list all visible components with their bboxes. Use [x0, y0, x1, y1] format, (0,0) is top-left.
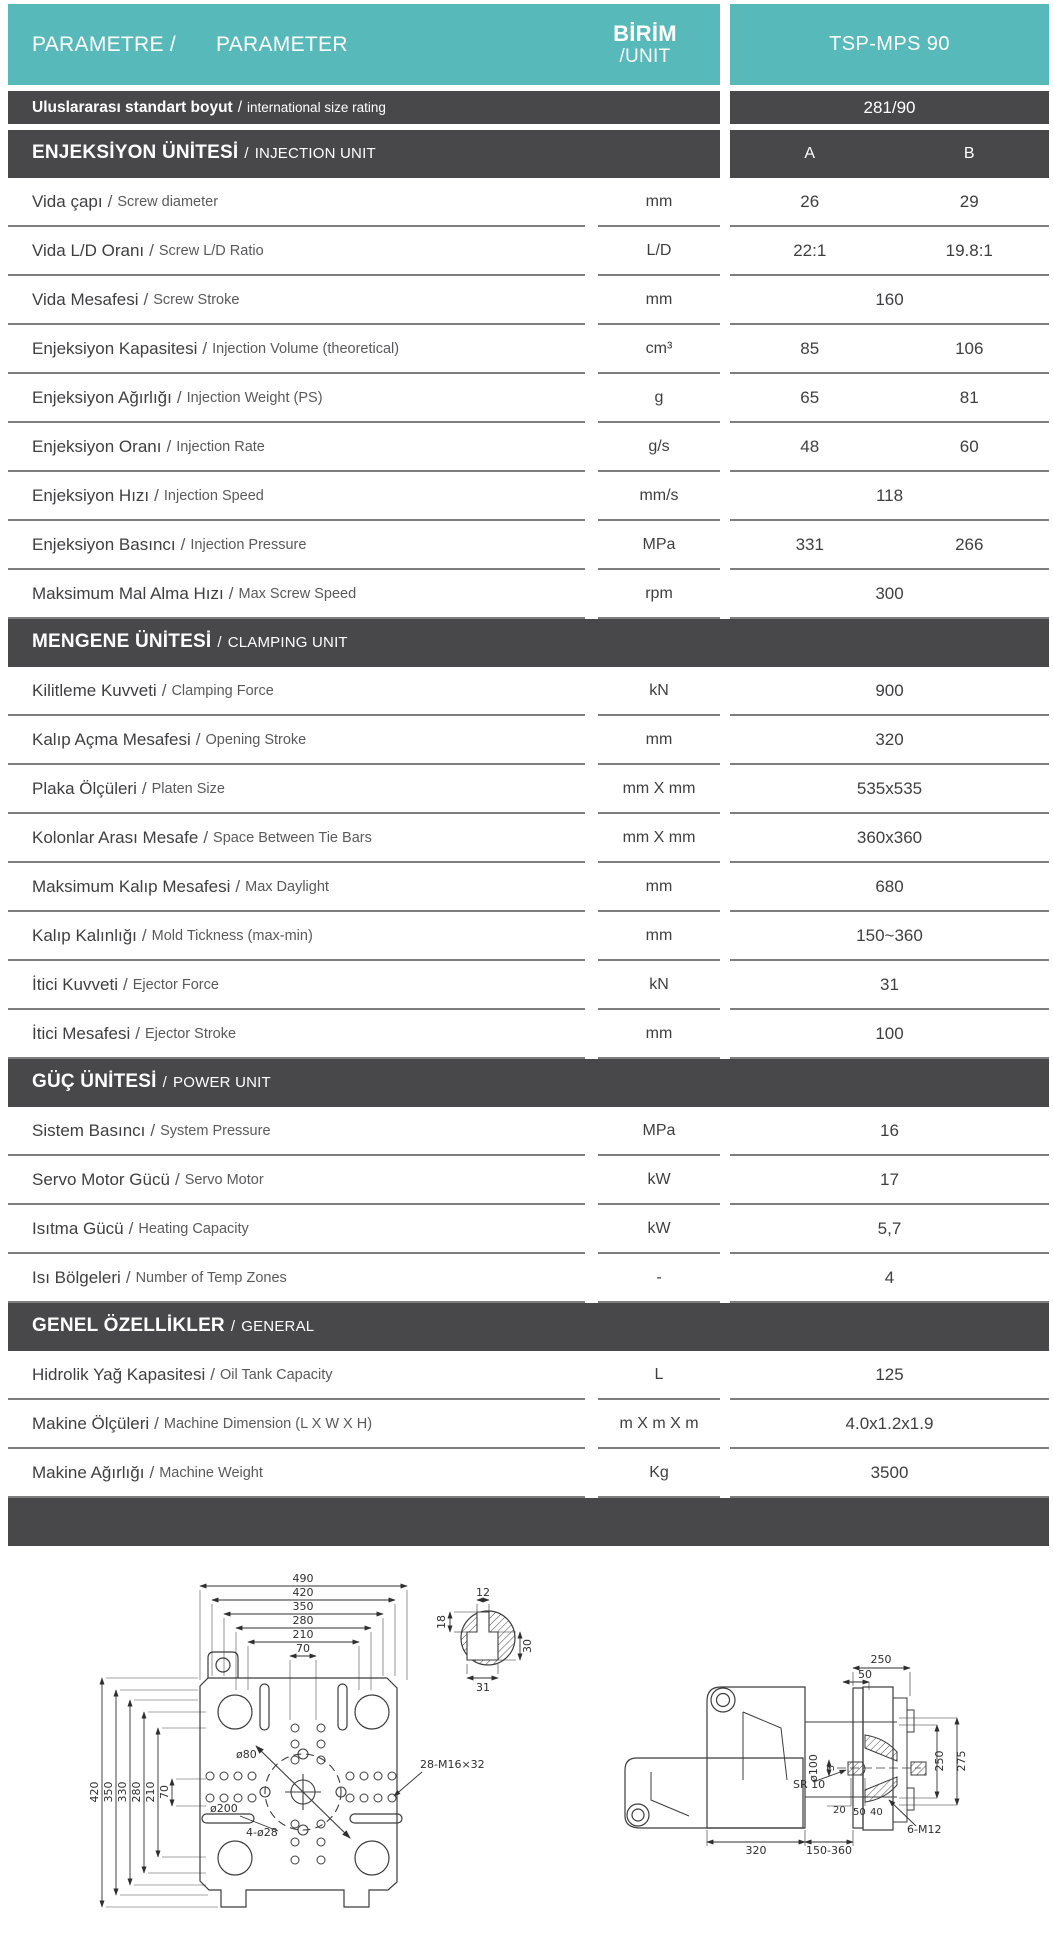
value-span: 360x360 — [856, 827, 923, 847]
machine-side-drawing — [545, 1630, 1050, 1920]
parameter-name-en: Servo Motor — [184, 1171, 264, 1188]
parameter-name-en: Mold Tickness (max-min) — [151, 927, 313, 944]
parameter-name-tr: Makine Ölçüleri — [32, 1413, 150, 1433]
parameter-cell — [8, 716, 585, 765]
dim-label: 3 — [826, 1764, 837, 1772]
spec-table — [8, 4, 1049, 1546]
parameter-name-en: Opening Stroke — [205, 731, 307, 748]
parameter-name-en: System Pressure — [160, 1122, 271, 1139]
parameter-name-tr: Maksimum Kalıp Mesafesi — [32, 876, 231, 896]
unit-cell: kW — [598, 1205, 720, 1254]
section-title — [8, 1059, 1049, 1107]
spec-row — [8, 912, 1049, 961]
value-cells — [730, 1010, 1049, 1059]
value-span: 4.0x1.2x1.9 — [845, 1413, 934, 1433]
parameter-name-en: Space Between Tie Bars — [213, 829, 372, 846]
platen-center-features — [256, 1746, 350, 1838]
parameter-name-en: Heating Capacity — [138, 1220, 249, 1237]
value-cells — [730, 1449, 1049, 1498]
dim-label: 50 — [853, 1807, 866, 1818]
side-view-dimensions — [707, 1668, 957, 1846]
value-a: 48 — [800, 436, 820, 456]
section-header-bar — [8, 130, 1049, 178]
parameter-cell — [8, 1254, 585, 1303]
dim-label: 275 — [955, 1750, 968, 1772]
size-rating-row — [8, 91, 1049, 124]
parameter-name-en: Platen Size — [151, 780, 225, 797]
value-cells — [730, 1205, 1049, 1254]
slash-separator: / — [143, 289, 149, 309]
parameter-name-tr: Isıtma Gücü — [32, 1218, 124, 1238]
parameter-cell — [8, 1156, 585, 1205]
parameter-name-en: Clamping Force — [171, 682, 274, 699]
value-span: 5,7 — [877, 1218, 902, 1238]
unit-cell: cm³ — [598, 325, 720, 374]
table-header — [8, 4, 1049, 85]
parameter-name-tr: İtici Mesafesi — [32, 1023, 131, 1043]
section-header-bar — [8, 1059, 1049, 1107]
parameter-name-tr: İtici Kuvveti — [32, 974, 118, 994]
sprue-radius-label: SR 10 — [793, 1778, 826, 1791]
value-cells — [730, 227, 1049, 276]
spec-row — [8, 1156, 1049, 1205]
spec-row — [8, 227, 1049, 276]
tslot-dim-right: 30 — [521, 1639, 534, 1653]
spec-row — [8, 423, 1049, 472]
dim-label: 40 — [870, 1807, 883, 1818]
spec-row — [8, 814, 1049, 863]
parameter-cell — [8, 570, 585, 619]
value-cells — [730, 570, 1049, 619]
value-span: 4 — [884, 1267, 895, 1287]
spec-row — [8, 1400, 1049, 1449]
parameter-name-en: Machine Dimension (L X W X H) — [163, 1415, 373, 1432]
value-cells — [730, 863, 1049, 912]
sections — [8, 130, 1049, 1498]
slash-separator: / — [244, 145, 249, 162]
parameter-cell — [8, 178, 585, 227]
parameter-name-en: Injection Pressure — [190, 536, 307, 553]
parameter-cell — [8, 863, 585, 912]
value-cells — [730, 1156, 1049, 1205]
footer-bar — [8, 1498, 1049, 1546]
parameter-name-tr: Vida Mesafesi — [32, 289, 139, 309]
parameter-cell — [8, 814, 585, 863]
value-a: 26 — [800, 191, 820, 211]
sprue-section — [837, 1735, 926, 1802]
section-title-tr: GÜÇ ÜNİTESİ — [32, 1071, 157, 1092]
value-cells — [730, 521, 1049, 570]
platen-front-drawing — [88, 1560, 558, 1912]
slash-separator: / — [176, 387, 182, 407]
parameter-name-en: Ejector Force — [132, 976, 219, 993]
section-title-tr: ENJEKSİYON ÜNİTESİ — [32, 142, 239, 163]
dim-label: 490 — [292, 1572, 314, 1585]
value-span: 31 — [880, 974, 899, 994]
parameter-name-tr: Vida L/D Oranı — [32, 240, 145, 260]
parameter-cell — [8, 227, 585, 276]
parameter-name-en: Injection Rate — [176, 438, 265, 455]
mold-range-label: 150-360 — [806, 1844, 852, 1857]
value-span: 16 — [880, 1120, 899, 1140]
spec-row — [8, 374, 1049, 423]
dim-label: 210 — [144, 1781, 157, 1803]
section-header-bar — [8, 1303, 1049, 1351]
dim-label: 250 — [933, 1750, 946, 1772]
column-header-b: B — [963, 145, 975, 162]
dim-label: 20 — [833, 1805, 846, 1816]
tslot-detail — [435, 1586, 534, 1694]
parameter-cell — [8, 1449, 585, 1498]
parameter-cell — [8, 423, 585, 472]
parameter-name-en: Machine Weight — [159, 1464, 263, 1481]
slash-separator: / — [235, 876, 241, 896]
value-span: 150~360 — [856, 925, 923, 945]
bolt-hole-grid — [206, 1724, 396, 1864]
value-span: 900 — [875, 680, 904, 700]
dim-label: 420 — [292, 1586, 314, 1599]
slash-separator: / — [154, 1413, 159, 1433]
slash-separator: / — [228, 583, 234, 603]
spec-row — [8, 667, 1049, 716]
slash-separator: / — [237, 98, 243, 116]
value-span: 100 — [875, 1023, 904, 1043]
unit-label-main: BİRİM — [613, 20, 677, 46]
parameter-cell — [8, 472, 585, 521]
value-cells — [730, 961, 1049, 1010]
slash-separator: / — [154, 485, 159, 505]
parameter-header-cell — [8, 4, 720, 85]
unit-cell: L — [598, 1351, 720, 1400]
dim-label: 50 — [858, 1668, 872, 1681]
value-span: 125 — [875, 1364, 904, 1384]
unit-cell: mm — [598, 1010, 720, 1059]
parameter-name-tr: Kalıp Açma Mesafesi — [32, 729, 191, 749]
value-a: 85 — [800, 338, 820, 358]
column-group-ab — [730, 130, 1049, 178]
spec-row — [8, 1205, 1049, 1254]
platen-outline — [200, 1652, 402, 1907]
slash-separator: / — [180, 534, 186, 554]
unit-cell: mm — [598, 863, 720, 912]
unit-cell: g/s — [598, 423, 720, 472]
slash-separator: / — [135, 1023, 140, 1043]
bore-diameter-label: ø80 — [236, 1748, 257, 1761]
unit-cell: m X m X m — [598, 1400, 720, 1449]
parameter-name-tr: Sistem Basıncı — [32, 1120, 146, 1140]
technical-drawings — [0, 1546, 1053, 1957]
size-rating-value: 281/90 — [730, 91, 1049, 124]
value-b: 29 — [959, 191, 979, 211]
value-cells — [730, 325, 1049, 374]
parameter-name-tr: Enjeksiyon Hızı — [32, 485, 150, 505]
dim-label: 280 — [292, 1614, 314, 1627]
parameter-cell — [8, 1205, 585, 1254]
value-a: 22:1 — [793, 240, 827, 260]
slash-separator: / — [174, 1169, 180, 1189]
unit-cell: mm — [598, 716, 720, 765]
parameter-cell — [8, 1400, 585, 1449]
parameter-name-tr: Enjeksiyon Oranı — [32, 436, 162, 456]
spec-row — [8, 863, 1049, 912]
parameter-name-en: Max Daylight — [245, 878, 329, 895]
parameter-cell — [8, 1107, 585, 1156]
spec-row — [8, 570, 1049, 619]
model-name: TSP-MPS 90 — [829, 33, 950, 55]
spec-row — [8, 961, 1049, 1010]
value-span: 17 — [880, 1169, 899, 1189]
unit-cell: mm X mm — [598, 765, 720, 814]
spec-row — [8, 716, 1049, 765]
parameter-cell — [8, 374, 585, 423]
unit-cell: kN — [598, 961, 720, 1010]
slash-separator: / — [149, 240, 154, 260]
nozzle-diameter-label: ø100 — [807, 1754, 820, 1782]
unit-cell: mm — [598, 178, 720, 227]
spec-row — [8, 1449, 1049, 1498]
column-header-a: A — [804, 145, 816, 162]
value-span: 300 — [875, 583, 904, 603]
slash-separator: / — [150, 1120, 156, 1140]
value-cells — [730, 765, 1049, 814]
section-title-tr: GENEL ÖZELLİKLER — [32, 1315, 225, 1336]
value-cells — [730, 472, 1049, 521]
parameter-name-tr: Maksimum Mal Alma Hızı — [32, 583, 224, 603]
dim-label: 350 — [292, 1600, 314, 1613]
spec-row — [8, 1254, 1049, 1303]
base-dim-label: 320 — [745, 1844, 767, 1857]
model-header-cell — [730, 4, 1049, 85]
parameter-name-en: Oil Tank Capacity — [219, 1366, 333, 1383]
parameter-name-en: Max Screw Speed — [238, 585, 357, 602]
parameter-name-en: Injection Volume (theoretical) — [212, 340, 400, 357]
spec-row — [8, 178, 1049, 227]
slash-separator: / — [210, 1364, 215, 1384]
slash-separator: / — [141, 778, 147, 798]
value-cells — [730, 1351, 1049, 1400]
slash-separator: / — [217, 634, 222, 651]
section-title-tr: MENGENE ÜNİTESİ — [32, 631, 212, 652]
parameter-name-tr: Isı Bölgeleri — [32, 1267, 121, 1287]
parameter-cell — [8, 1010, 585, 1059]
slash-separator: / — [125, 1267, 131, 1287]
parameter-label-tr: PARAMETRE — [32, 32, 164, 56]
value-span: 535x535 — [856, 778, 923, 798]
thread-holes-label: 28-M16×32 — [420, 1758, 485, 1771]
parameter-cell — [8, 325, 585, 374]
parameter-name-tr: Servo Motor Gücü — [32, 1169, 170, 1189]
section-title-en: INJECTION UNIT — [254, 145, 376, 162]
dim-label: 330 — [116, 1781, 129, 1803]
section-title-en: GENERAL — [241, 1318, 315, 1335]
thread-label: 6-M12 — [907, 1823, 942, 1836]
slash-separator: / — [169, 32, 176, 56]
unit-cell: kN — [598, 667, 720, 716]
bolt-circle-label: ø200 — [210, 1802, 238, 1815]
unit-cell: rpm — [598, 570, 720, 619]
value-span: 680 — [875, 876, 904, 896]
spec-row — [8, 325, 1049, 374]
parameter-cell — [8, 1351, 585, 1400]
dim-label: 250 — [870, 1653, 892, 1666]
section-title-en: POWER UNIT — [173, 1074, 271, 1091]
parameter-name-tr: Enjeksiyon Kapasitesi — [32, 338, 198, 358]
value-b: 81 — [959, 387, 979, 407]
value-cells — [730, 178, 1049, 227]
parameter-label-en: PARAMETER — [215, 32, 348, 56]
value-span: 160 — [875, 289, 904, 309]
tslot-dim-bottom: 31 — [476, 1681, 490, 1694]
slash-separator: / — [230, 1318, 236, 1335]
value-a: 65 — [800, 387, 820, 407]
unit-cell: Kg — [598, 1449, 720, 1498]
dim-label: 70 — [296, 1642, 310, 1655]
dim-label: 350 — [102, 1781, 115, 1803]
slash-separator: / — [107, 191, 113, 211]
spec-row — [8, 1351, 1049, 1400]
parameter-name-en: Screw L/D Ratio — [158, 242, 264, 259]
value-cells — [730, 912, 1049, 961]
value-cells — [730, 423, 1049, 472]
parameter-cell — [8, 521, 585, 570]
value-b: 60 — [959, 436, 979, 456]
dim-label: 280 — [130, 1781, 143, 1803]
unit-cell: mm X mm — [598, 814, 720, 863]
parameter-name-tr: Vida çapı — [32, 191, 103, 211]
parameter-cell — [8, 667, 585, 716]
slash-separator: / — [166, 436, 172, 456]
section-title — [8, 1303, 1049, 1351]
unit-cell: L/D — [598, 227, 720, 276]
value-span: 118 — [875, 485, 904, 505]
parameter-name-tr: Enjeksiyon Ağırlığı — [32, 387, 172, 407]
parameter-cell — [8, 276, 585, 325]
parameter-name-tr: Enjeksiyon Basıncı — [32, 534, 176, 554]
parameter-name-tr: Plaka Ölçüleri — [32, 778, 137, 798]
slash-separator: / — [149, 1462, 155, 1482]
tslot-dim-top: 12 — [476, 1586, 490, 1599]
slash-separator: / — [141, 925, 147, 945]
value-cells — [730, 814, 1049, 863]
spec-row — [8, 521, 1049, 570]
parameter-name-tr: Hidrolik Yağ Kapasitesi — [32, 1364, 206, 1384]
size-rating-label — [8, 91, 720, 124]
value-b: 106 — [955, 338, 984, 358]
parameter-name-tr: Makine Ağırlığı — [32, 1462, 145, 1482]
dim-label: 210 — [292, 1628, 314, 1641]
section-title — [8, 130, 720, 178]
unit-header — [570, 4, 720, 85]
unit-label-sub: /UNIT — [619, 46, 671, 68]
parameter-name-en: Injection Speed — [163, 487, 264, 504]
dim-label: 420 — [88, 1781, 101, 1803]
value-b: 19.8:1 — [945, 240, 993, 260]
section-title-en: CLAMPING UNIT — [227, 634, 348, 651]
value-cells — [730, 276, 1049, 325]
value-b: 266 — [955, 534, 984, 554]
unit-cell: - — [598, 1254, 720, 1303]
spec-row — [8, 1010, 1049, 1059]
value-cells — [730, 716, 1049, 765]
size-rating-label-tr: Uluslararası standart boyut — [32, 98, 233, 116]
slash-separator: / — [122, 974, 128, 994]
parameter-cell — [8, 765, 585, 814]
section-header-bar — [8, 619, 1049, 667]
parameter-name-en: Injection Weight (PS) — [186, 389, 323, 406]
dim-label: 70 — [158, 1785, 171, 1799]
slash-separator: / — [203, 827, 209, 847]
parameter-cell — [8, 961, 585, 1010]
unit-cell: mm/s — [598, 472, 720, 521]
parameter-name-tr: Kolonlar Arası Mesafe — [32, 827, 199, 847]
corner-holes-label: 4-ø28 — [246, 1826, 278, 1839]
slash-separator: / — [202, 338, 208, 358]
slash-separator: / — [128, 1218, 134, 1238]
unit-cell: MPa — [598, 1107, 720, 1156]
value-cells — [730, 1400, 1049, 1449]
parameter-cell — [8, 912, 585, 961]
parameter-name-en: Number of Temp Zones — [135, 1269, 287, 1286]
value-span: 320 — [875, 729, 904, 749]
unit-cell: kW — [598, 1156, 720, 1205]
parameter-name-tr: Kilitleme Kuvveti — [32, 680, 157, 700]
value-span: 3500 — [870, 1462, 909, 1482]
spec-row — [8, 1107, 1049, 1156]
slash-separator: / — [161, 680, 167, 700]
unit-cell: mm — [598, 276, 720, 325]
slash-separator: / — [162, 1074, 168, 1091]
section-title — [8, 619, 1049, 667]
spec-row — [8, 276, 1049, 325]
tslot-dim-left: 18 — [435, 1615, 448, 1629]
unit-cell: MPa — [598, 521, 720, 570]
parameter-name-en: Screw Stroke — [153, 291, 240, 308]
spec-row — [8, 472, 1049, 521]
value-cells — [730, 1254, 1049, 1303]
value-cells — [730, 1107, 1049, 1156]
parameter-name-en: Ejector Stroke — [144, 1025, 237, 1042]
value-cells — [730, 374, 1049, 423]
slash-separator: / — [195, 729, 201, 749]
spec-row — [8, 765, 1049, 814]
value-a: 331 — [795, 534, 824, 554]
unit-cell: g — [598, 374, 720, 423]
size-rating-label-en: international size rating — [247, 100, 386, 115]
value-cells — [730, 667, 1049, 716]
parameter-name-en: Screw diameter — [117, 193, 219, 210]
unit-cell: mm — [598, 912, 720, 961]
parameter-name-tr: Kalıp Kalınlığı — [32, 925, 137, 945]
